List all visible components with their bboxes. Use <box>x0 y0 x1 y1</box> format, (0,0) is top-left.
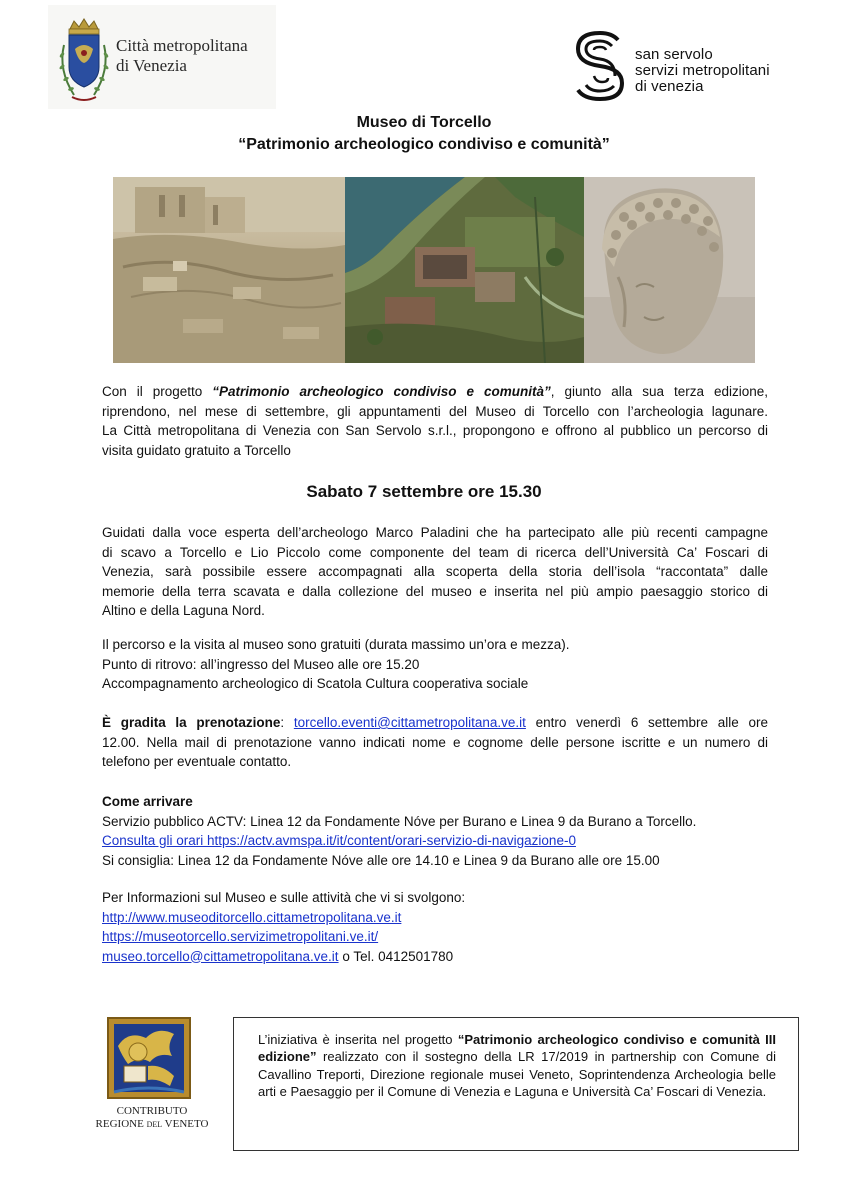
booking-email-link[interactable]: torcello.eventi@cittametropolitana.ve.it <box>293 715 526 730</box>
booking-label: È gradita la prenotazione <box>102 715 281 730</box>
notice-pre: L’iniziativa è inserita nel progetto <box>258 1032 458 1047</box>
directions-section <box>102 792 768 870</box>
veneto-caption-line-2 <box>88 1118 216 1131</box>
san-servolo-wordmark <box>635 47 770 95</box>
regione-veneto-logo <box>88 1016 216 1132</box>
intro-line-4: visita guidato gratuito a Torcello <box>102 442 291 458</box>
directions-suggestion: Si consiglia: Linea 12 da Fondamente Nóve alle ore 14.10 e Linea 9 da Burano alle ore 15.00 <box>102 852 660 868</box>
booking-paragraph <box>102 713 768 772</box>
san-servolo-s-icon <box>572 30 630 102</box>
contacts-section <box>102 888 768 966</box>
info-guide: Accompagnamento archeologico di Scatola Cultura cooperativa sociale <box>102 676 529 691</box>
description-line-3: Venezia, sarà possibile essere accompagnati alla scoperta della storia dell’isola “raccontata” dalle <box>102 564 768 579</box>
museum-phone: o Tel. 0412501780 <box>338 948 454 964</box>
logo-line-1: Città metropolitana <box>116 36 248 55</box>
description-line-1: Guidati dalla voce esperta dell’archeologo Marco Paladini che ha partecipato alle più recenti campagne <box>102 525 768 540</box>
lion-of-saint-mark-icon <box>88 1016 216 1104</box>
contacts-intro: Per Informazioni sul Museo e sulle attività che vi si svolgono: <box>102 890 466 905</box>
intro-post: , giunto alla sua terza edizione, <box>550 384 768 399</box>
funding-notice-box <box>233 1017 799 1151</box>
event-date: Sabato 7 settembre ore 15.30 <box>306 482 542 501</box>
services-website-link[interactable]: https://museotorcello.servizimetropolitani.ve.it/ <box>102 929 379 944</box>
notice-post: realizzato con il sostegno della LR 17/2019 in partnership con Comune di Cavallino Treporti, Direzione regionale musei Veneto, Soprintendenza Archeologia belle arti e Paesaggio per il Comune di Venezia e Laguna e Università Ca’ Foscari di Venezia. <box>258 1049 776 1099</box>
directions-public-transport: Servizio pubblico ACTV: Linea 12 da Fondamente Nóve per Burano e Linea 9 da Burano a Torcello. <box>102 813 697 829</box>
intro-paragraph <box>102 382 768 460</box>
citta-metropolitana-wordmark <box>116 36 248 76</box>
directions-heading: Come arrivare <box>102 794 193 809</box>
description-line-2: di scavo a Torcello e Lio Piccolo come componente del team di ricerca dell’Università Ca’ Foscari di <box>102 544 768 560</box>
info-paragraph <box>102 635 768 694</box>
intro-pre: Con il progetto <box>102 384 213 399</box>
san-servolo-logo <box>572 30 812 102</box>
description-paragraph <box>102 523 768 621</box>
description-line-4: memorie della terra scavata e dalla collezione del museo e inserita nel più ampio paesaggio storico di <box>102 583 768 599</box>
intro-line-2: riprendono, nel mese di settembre, gli appuntamenti del Museo di Torcello con l’archeologia lagunare. <box>102 403 768 419</box>
logo-line-2: di Venezia <box>116 56 187 75</box>
coat-of-arms-icon <box>54 15 114 105</box>
museum-email-link[interactable]: museo.torcello@cittametropolitana.ve.it <box>102 948 339 964</box>
logo-line-3: di venezia <box>635 78 704 95</box>
funding-notice-text <box>258 1031 776 1100</box>
booking-colon: : <box>280 715 294 730</box>
description-line-5: Altino e della Laguna Nord. <box>102 603 265 618</box>
intro-line-1 <box>102 382 768 402</box>
timetable-link[interactable]: Consulta gli orari https://actv.avmspa.it/it/content/orari-servizio-di-navigazione-0 <box>102 833 576 848</box>
intro-line-3: La Città metropolitana di Venezia con San Servolo s.r.l., propongono e offrono al pubblico un percorso di <box>102 423 768 438</box>
notice-project-name: “Patrimonio archeologico condiviso e comunità III edizione” <box>258 1032 776 1065</box>
booking-line-1 <box>102 713 768 733</box>
booking-deadline: entro venerdì 6 settembre alle ore <box>525 715 768 730</box>
page-subtitle: “Patrimonio archeologico condiviso e comunità” <box>238 136 610 153</box>
sculpture-head-photo <box>584 177 755 363</box>
citta-metropolitana-logo <box>48 5 276 109</box>
excavation-photo <box>113 177 345 363</box>
info-meeting-point: Punto di ritrovo: all’ingresso del Museo alle ore 15.20 <box>102 656 420 672</box>
project-name: “Patrimonio archeologico condiviso e comunità” <box>212 384 551 399</box>
info-duration: Il percorso e la visita al museo sono gratuiti (durata massimo un’ora e mezza). <box>102 637 570 652</box>
caption-del: DEL <box>146 1120 163 1129</box>
logo-line-2: servizi metropolitani <box>635 62 770 79</box>
veneto-caption-line-1: CONTRIBUTO <box>116 1105 188 1117</box>
museum-website-link[interactable]: http://www.museoditorcello.cittametropolitana.ve.it <box>102 909 402 925</box>
caption-veneto: VENETO <box>162 1118 209 1130</box>
booking-line-2: 12.00. Nella mail di prenotazione vanno indicati nome e cognome delle persone iscritte e un numero di <box>102 734 768 750</box>
booking-line-3: telefono per eventuale contatto. <box>102 754 292 769</box>
aerial-photo <box>345 177 584 363</box>
veneto-caption <box>88 1105 216 1131</box>
page-title: Museo di Torcello <box>356 114 492 131</box>
logo-line-1: san servolo <box>635 46 713 63</box>
caption-regione: REGIONE <box>95 1118 147 1130</box>
